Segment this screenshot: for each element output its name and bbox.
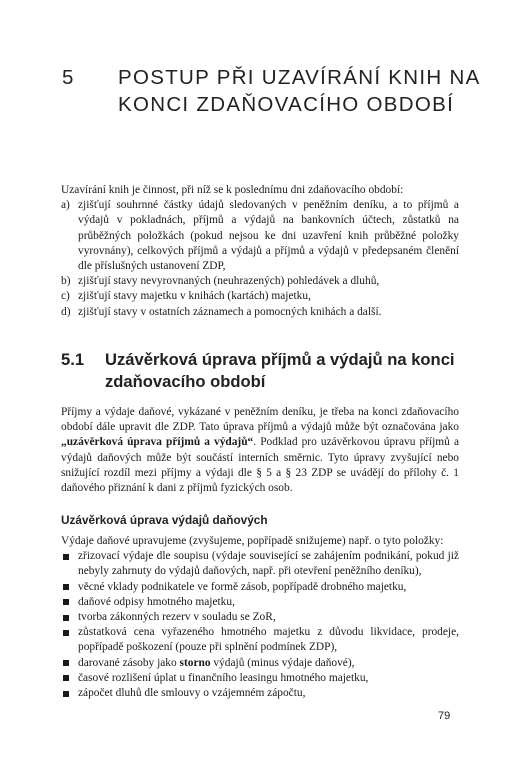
bullet-item — [61, 610, 459, 625]
square-bullet-icon — [63, 660, 69, 666]
page-number: 79 — [438, 710, 451, 722]
paragraph-text-before: Příjmy a výdaje daňové, vykázané v peněžním deníku, je třeba na konci zdaňovacího období dále upravit dle ZDP. Tato úprava příjmů a výdajů může být označována jako — [61, 406, 459, 434]
square-bullet-icon — [63, 675, 69, 681]
bullet-block — [61, 534, 459, 701]
list-marker: c) — [61, 290, 70, 303]
list-item-text: zjišťují souhrnné částky údajů sledovaných v peněžním deníku, a to příjmů a výdajů v pokladnách, příjmů a výdajů na bankovních účtech, zůstatků na průběžných položkách (pokud nejsou ke dni uzavření knih průběžné položky vyrovnány), celkových příjmů a výdajů a příjmů a výdajů v předepsaném členění dle příslušných ustanovení ZDP, — [78, 199, 459, 273]
intro-block — [61, 183, 459, 320]
bullet-text: věcné vklady podnikatele ve formě zásob, popřípadě drobného majetku, — [78, 580, 407, 593]
chapter-title-line1: POSTUP PŘI UZAVÍRÁNÍ KNIH NA — [118, 66, 481, 89]
section-title-line2: zdaňovacího období — [105, 372, 266, 391]
paragraph-text-after: . Podklad pro uzávěrkovou úpravu příjmů a výdajů daňových může být součástí interních směrnic. Tyto úpravy zvyšující nebo snižující rozdíl mezi příjmy a výdaji dle § 5 a § 23 ZDP se uvádějí do přílohy č. 1 daňového přiznání k dani z příjmů fyzických osob. — [61, 436, 460, 495]
bullet-text: zřizovací výdaje dle soupisu (výdaje související se zahájením podnikání, pokud již nebyly zahrnuty do výdajů daňových, např. při otevření peněžního deníku), — [78, 550, 459, 578]
list-item — [61, 198, 459, 274]
list-item-text: zjišťují stavy majetku v knihách (kartách) majetku, — [78, 290, 311, 303]
intro-lead: Uzavírání knih je činnost, při níž se k poslednímu dni zdaňovacího období: — [61, 184, 404, 196]
list-item-text: zjišťují stavy v ostatních záznamech a pomocných knihách a další. — [78, 305, 382, 318]
bullet-item — [61, 595, 459, 610]
square-bullet-icon — [63, 599, 69, 605]
section-title-line1: Uzávěrková úprava příjmů a výdajů na konci — [105, 350, 455, 369]
bullet-text: zápočet dluhů dle smlouvy o vzájemném zápočtu, — [78, 687, 306, 700]
bullet-text: tvorba zákonných rezerv v souladu se ZoR, — [78, 611, 276, 624]
paragraph-bold-term: „uzávěrková úprava příjmů a výdajů“ — [61, 436, 254, 449]
bullet-item — [61, 625, 459, 655]
bullet-item — [61, 671, 459, 686]
list-item — [61, 289, 459, 304]
square-bullet-icon — [63, 615, 69, 621]
square-bullet-icon — [63, 584, 69, 590]
bullet-text-after: výdajů (minus výdaje daňové), — [210, 656, 355, 669]
subheading: Uzávěrková úprava výdajů daňových — [61, 513, 268, 527]
list-marker: b) — [61, 275, 71, 288]
list-item — [61, 274, 459, 289]
bullet-item — [61, 656, 459, 671]
section-paragraph — [61, 405, 459, 496]
bullet-bold-term: storno — [179, 656, 211, 669]
bullet-intro: Výdaje daňové upravujeme (zvyšujeme, popřípadě snižujeme) např. o tyto položky: — [61, 535, 444, 547]
bullet-item — [61, 549, 459, 579]
bullet-text: zůstatková cena vyřazeného hmotného majetku z důvodu likvidace, prodeje, popřípadě poškození (pouze při splnění podmínek ZDP), — [78, 626, 459, 654]
bullet-text: daňové odpisy hmotného majetku, — [78, 595, 235, 608]
chapter-title-line2: KONCI ZDAŇOVACÍHO OBDOBÍ — [118, 93, 455, 116]
square-bullet-icon — [63, 691, 69, 697]
bullet-item — [61, 686, 459, 701]
section-heading — [61, 349, 471, 393]
square-bullet-icon — [63, 554, 69, 560]
section-number: 5.1 — [61, 350, 85, 369]
square-bullet-icon — [63, 630, 69, 636]
list-marker: a) — [61, 199, 70, 212]
bullet-text: časové rozlišení úplat u finančního leasingu hmotného majetku, — [78, 671, 369, 684]
list-item-text: zjišťují stavy nevyrovnaných (neuhrazených) pohledávek a dluhů, — [78, 275, 380, 288]
list-item — [61, 305, 459, 320]
chapter-heading — [62, 64, 482, 118]
list-marker: d) — [61, 305, 71, 318]
bullet-list — [61, 549, 459, 701]
bullet-item — [61, 580, 459, 595]
chapter-number: 5 — [62, 66, 75, 89]
intro-list — [61, 198, 459, 320]
bullet-text: darované zásoby jako — [78, 656, 180, 669]
